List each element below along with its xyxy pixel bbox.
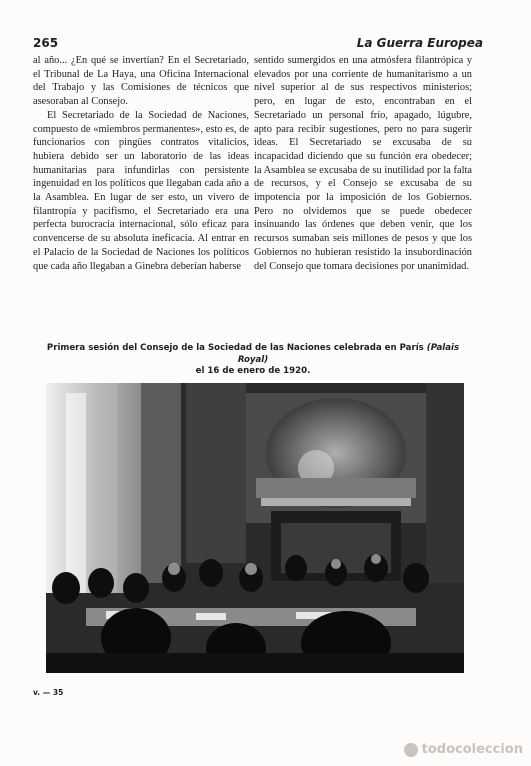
footer-signature: v. — 35 — [33, 688, 64, 697]
text-column-left — [33, 54, 249, 273]
watermark-text: todocoleccion — [421, 742, 523, 757]
paragraph: El Secretariado de la Sociedad de Naciones, compuesto de «miembros permanentes», esto es, de funcionarios con pingües contratos vitalicios, hubiera debido ser un laboratorio de las ideas humanitarias para infundirlas con persistente ingenuidad en los políticos que llegaban cada año a la Asamblea. En lugar de ser esto, un vivero de filantropía y pacifismo, el Secretariado era una perfecta burocracia internacional, sólo eficaz para convencerse de su absoluta ineficacia. Al entrar en el Palacio de la Sociedad de Naciones los políticos que cada año llegaban a Ginebra deberían haberse — [33, 109, 249, 272]
running-head: La Guerra Europea — [356, 36, 483, 50]
paragraph: al año... ¿En qué se invertían? En el Secretariado, el Tribunal de La Haya, una Oficina Internacional del Trabajo y las Comisiones de técnicos que asesoraban al Consejo. — [33, 55, 249, 108]
caption-main: Primera sesión del Consejo de la Sociedad de las Naciones celebrada en París — [46, 343, 424, 353]
paragraph: sentido sumergidos en una atmósfera filantrópica y elevados por una corriente de humanitarismo a un nivel superior al de sus respectivos ministerios; pero, en lugar de esto, encontraban en el Secretariado un personal frío, apagado, lúgubre, apto para recibir sugestiones, pero no para sugerir ideas. El Secretariado se excusaba de su incapacidad diciendo que su función era obedecer; la Asamblea se excusaba de su inutilidad por la falta de recursos, y el Consejo se excusaba de su impotencia por la imposición de los Gobiernos. Pero no olvidemos que se puede obedecer insinuando las órdenes que deben venir, que los recursos sumaban seis millones de pesos y que los Gobiernos no hubieran resistido la insubordinación del Consejo que tomara decisiones por unanimidad. — [254, 55, 472, 272]
watermark-logo-icon — [404, 743, 418, 757]
caption-date: el 16 de enero de 1920. — [195, 366, 311, 376]
text-column-right — [254, 54, 472, 273]
page-number: 265 — [33, 36, 59, 50]
photo-caption — [33, 343, 473, 378]
watermark — [404, 742, 523, 757]
photograph — [46, 383, 464, 673]
caption-italic: (Palais Royal) — [237, 343, 460, 365]
